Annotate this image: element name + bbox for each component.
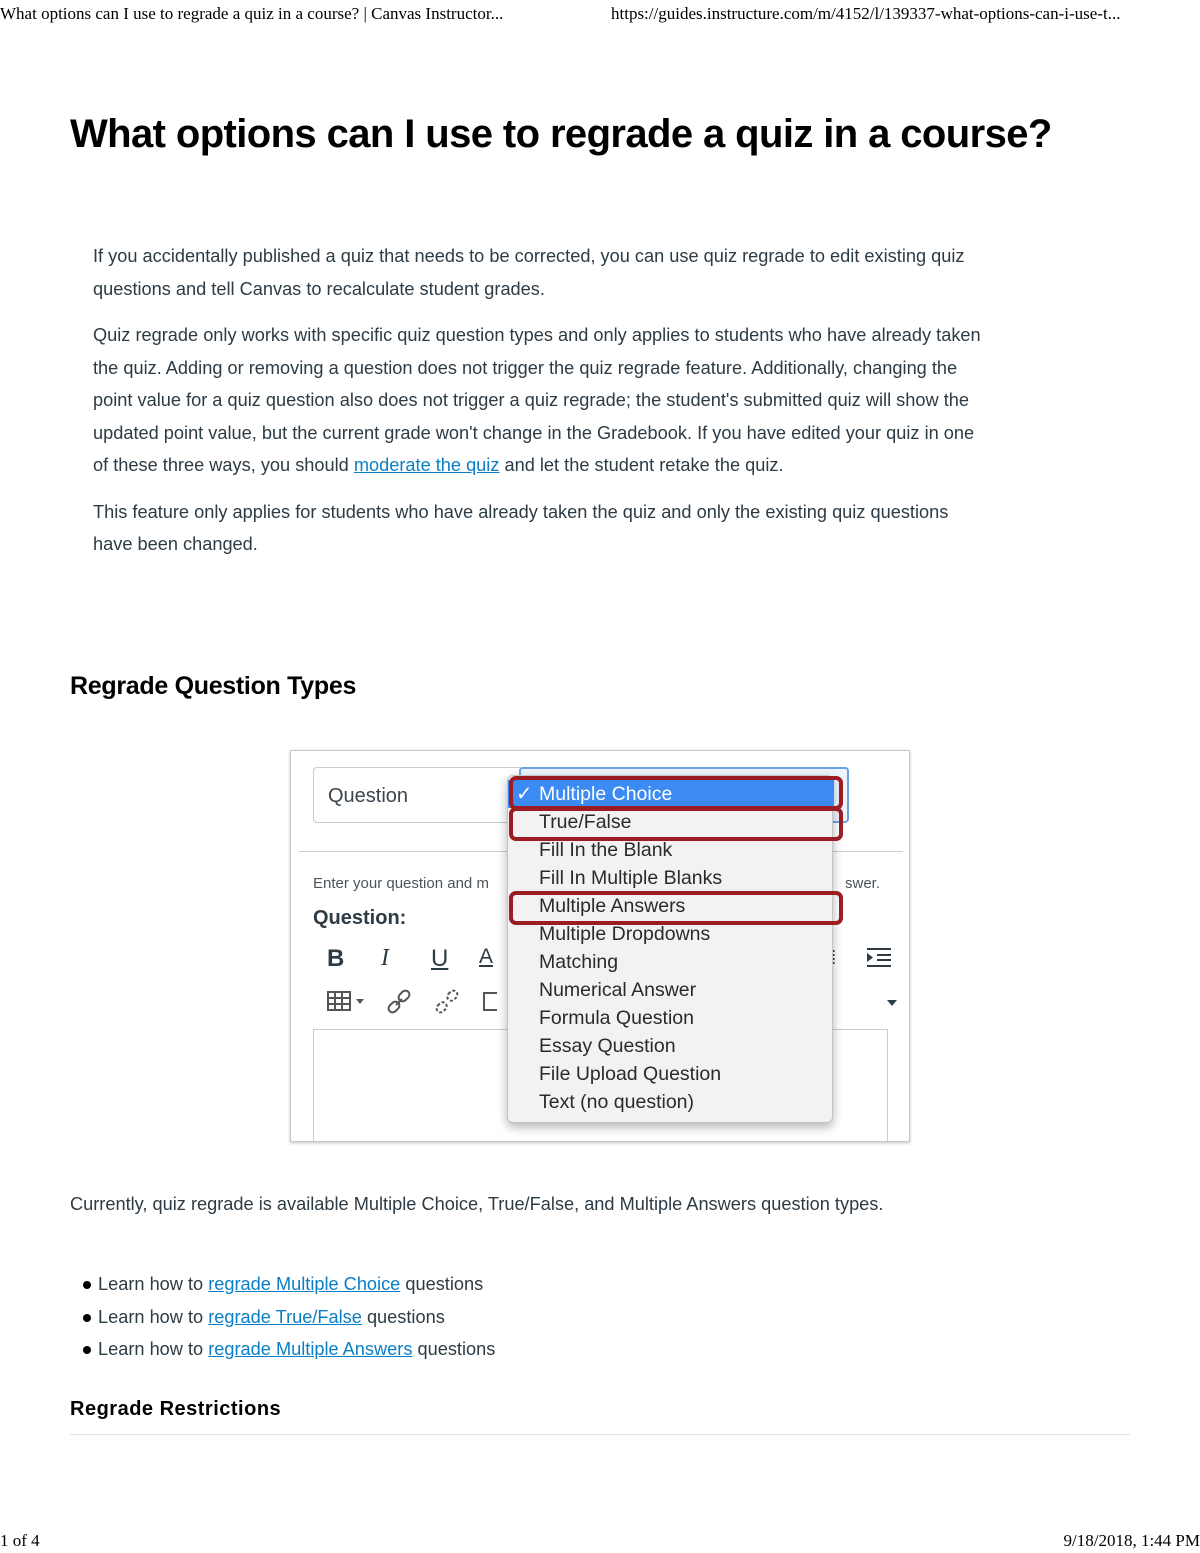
- intro-paragraph-3: This feature only applies for students who have already taken the quiz and only the existing quiz questions have been changed.: [93, 501, 949, 554]
- print-header-url: https://guides.instructure.com/m/4152/l/139337-what-options-can-i-use-t...: [611, 4, 1121, 23]
- table-icon: [327, 989, 369, 1019]
- list-item: [80, 1268, 495, 1301]
- intro-paragraph-2-tail: and let the student retake the quiz.: [499, 455, 784, 475]
- menu-item-file-upload-question: File Upload Question: [539, 1063, 722, 1085]
- section-title-restrictions: Regrade Restrictions: [70, 1398, 282, 1420]
- menu-item-matching: Matching: [539, 951, 619, 973]
- intro-paragraph-1: If you accidentally published a quiz that needs to be corrected, you can use quiz regrade to edit existing quiz questions and tell Canvas to recalculate student grades.: [93, 246, 965, 299]
- figure-instructions-text-tail: swer.: [845, 875, 881, 892]
- text-color-icon: A: [479, 945, 494, 968]
- menu-item-multiple-answers: Multiple Answers: [539, 895, 686, 917]
- menu-item-text-no-question: Text (no question): [539, 1091, 695, 1113]
- question-type-screenshot: [290, 750, 910, 1142]
- list-item: [80, 1301, 495, 1334]
- page-title: What options can I use to regrade a quiz in a course?: [70, 112, 1052, 156]
- menu-item-multiple-dropdowns: Multiple Dropdowns: [539, 923, 711, 945]
- caret-down-icon: [885, 995, 899, 1011]
- figure-question-label: Question:: [313, 907, 407, 929]
- menu-item-label: Multiple Choice: [539, 783, 673, 805]
- unlink-icon: [433, 989, 461, 1021]
- menu-item-essay-question: Essay Question: [539, 1035, 676, 1057]
- menu-item-formula-question: Formula Question: [539, 1007, 694, 1029]
- menu-item-true-false: True/False: [539, 811, 632, 833]
- figure-question-field: Question: [313, 767, 523, 823]
- menu-item-numerical-answer: Numerical Answer: [539, 979, 697, 1001]
- menu-item-fill-in-blank: Fill In the Blank: [539, 839, 673, 861]
- print-header-title: What options can I use to regrade a quiz in a course? | Canvas Instructor...: [0, 4, 504, 23]
- image-icon: [483, 989, 497, 1019]
- bold-icon: B: [327, 945, 345, 972]
- print-header: [0, 4, 1200, 28]
- regrade-multiple-answers-link[interactable]: regrade Multiple Answers: [208, 1339, 413, 1359]
- figure-instructions-text: Enter your question and m: [313, 875, 489, 892]
- section-divider: [70, 1434, 1130, 1435]
- print-footer: [0, 1531, 1200, 1553]
- moderate-quiz-link[interactable]: moderate the quiz: [353, 455, 500, 475]
- highlight-multiple-choice: [509, 776, 843, 810]
- list-item-suffix: questions: [412, 1339, 496, 1359]
- highlight-true-false: [509, 807, 843, 841]
- list-item-prefix: Learn how to: [98, 1274, 209, 1294]
- underline-icon: U: [431, 945, 449, 972]
- intro-paragraph-2: [93, 319, 983, 482]
- list-item-suffix: questions: [400, 1274, 484, 1294]
- page-number: 1 of 4: [0, 1531, 40, 1550]
- list-item: [80, 1333, 495, 1366]
- print-datetime: 9/18/2018, 1:44 PM: [1063, 1531, 1200, 1550]
- regrade-links-list: [80, 1268, 495, 1366]
- section-title-question-types: Regrade Question Types: [70, 672, 357, 700]
- list-item-suffix: questions: [361, 1306, 445, 1327]
- checkmark-icon: ✓: [516, 783, 533, 805]
- intro-paragraph-2-text: Quiz regrade only works with specific quiz question types and only applies to students who have already taken the quiz. Adding or removing a question does not trigger the quiz regrade feature. Additionally, changing the point value for a quiz question also does not trigger a quiz regrade; the student's submitted quiz will show the updated point value, but the current grade won't change in the Gradebook. If you have edited your quiz in one of these three ways, you should: [93, 325, 981, 475]
- list-item-prefix: Learn how to: [98, 1306, 209, 1327]
- list-item-prefix: Learn how to: [98, 1339, 209, 1359]
- menu-item-fill-in-multiple-blanks: Fill In Multiple Blanks: [539, 867, 723, 889]
- italic-icon: I: [381, 945, 389, 971]
- availability-paragraph: Currently, quiz regrade is available Multiple Choice, True/False, and Multiple Answers question types.: [70, 1194, 884, 1214]
- indent-icon: [865, 945, 893, 976]
- regrade-multiple-choice-link[interactable]: regrade Multiple Choice: [208, 1274, 401, 1294]
- intro-section: [93, 240, 983, 575]
- link-icon: [385, 989, 413, 1021]
- highlight-multiple-answers: [509, 891, 843, 925]
- regrade-true-false-link[interactable]: regrade True/False: [208, 1306, 362, 1327]
